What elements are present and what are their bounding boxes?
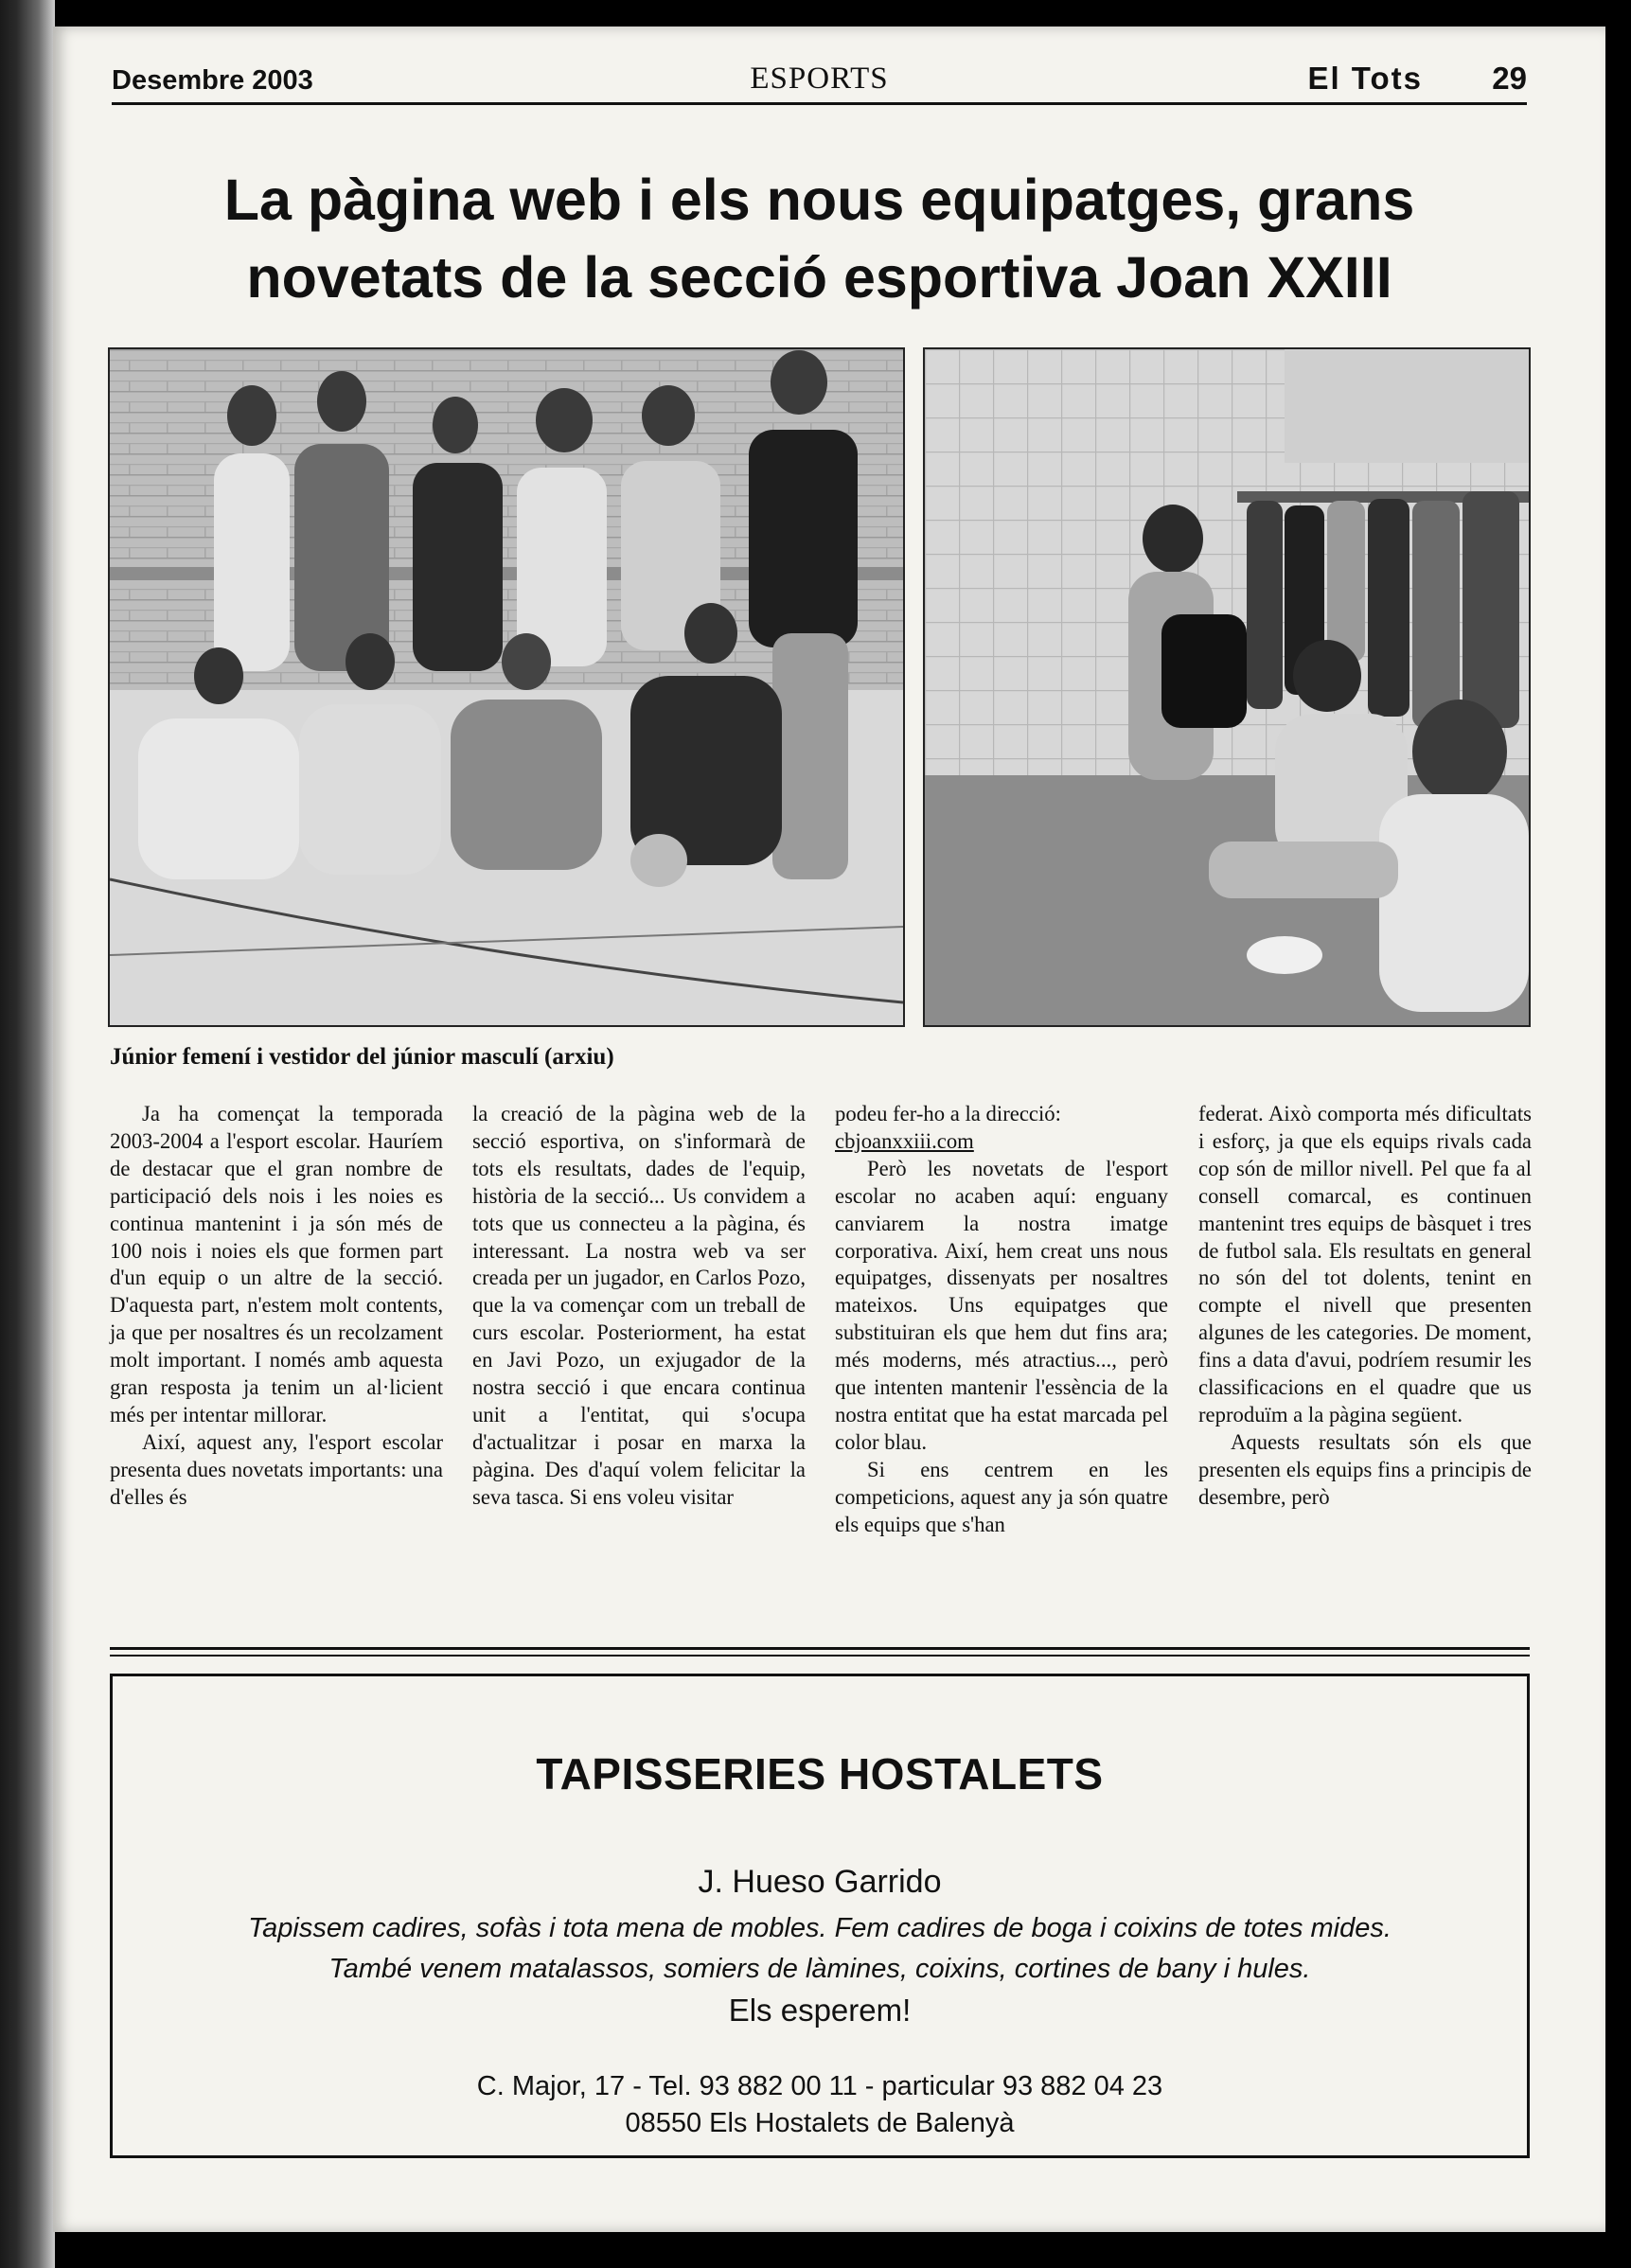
ad-description: Tapissem cadires, sofàs i tota mena de mobles. Fem cadires de boga i coixins de totes mides. bbox=[248, 1913, 1392, 1943]
ad-title: TAPISSERIES HOSTALETS bbox=[536, 1749, 1104, 1798]
team-photo-illustration bbox=[110, 349, 903, 1025]
paragraph: Ja ha començat la temporada 2003-2004 a l'esport escolar. Hauríem de destacar que el gran nombre de participació dels nois i les noies es continua mantenint i ja són més de 100 nois i noies els que formen part d'un equip o un altre de la secció. D'aquesta part, n'estem molt contents, ja que per nosaltres és un recolzament molt important. I només amb aquesta gran resposta ja tenim un al·licient més per intentar millorar. bbox=[110, 1102, 443, 1426]
article-body bbox=[110, 1101, 1530, 1631]
paragraph: Però les novetats de l'esport escolar no acaben aquí: enguany canviarem la nostra imatge corporativa. Així, hem creat uns nous equipatges, dissenyats per nosaltres mateixos. Uns equipatges que substituiran els que hem dut fins ara; més moderns, més atractius..., però que intenten mantenir l'essència de la nostra entitat que ha estat marcada pel color blau. bbox=[835, 1156, 1168, 1454]
photo-junior-femeni bbox=[108, 347, 905, 1027]
ad-slogan: Els esperem! bbox=[728, 1993, 912, 2028]
divider-rule bbox=[110, 1655, 1530, 1657]
paragraph bbox=[835, 1101, 1168, 1156]
article-column-3 bbox=[835, 1101, 1168, 1539]
paragraph: Si ens centrem en les competicions, aquest any ja són quatre els equips que s'han bbox=[835, 1457, 1168, 1536]
paragraph: federat. Això comporta més dificultats i esforç, ja que els equips rivals cada cop són de millor nivell. Pel que fa al consell comarcal, es continuen mantenint tres equips de bàsquet i tres de futbol sala. Els resultats en general no són del tot dolents, tenint en compte el nivell que presenten algunes de les categories. De moment, fins a data d'avui, podríem resumir les classificacions en el quadre que us reproduïm a la pàgina següent. bbox=[1198, 1102, 1532, 1426]
ad-address: C. Major, 17 - Tel. 93 882 00 11 - particular 93 882 04 23 bbox=[476, 2071, 1163, 2101]
paragraph: la creació de la pàgina web de la secció esportiva, on s'informarà de tots els resultats, dades de l'equip, història de la secció... Us convidem a tots que us connecteu a la pàgina, és interessant. La nostra web va ser creada per un jugador, en Carlos Pozo, que la va començar com un treball de curs escolar. Posteriorment, ha estat en Javi Pozo, un exjugador de la nostra secció i que encara continua unit a l'entitat, qui s'ocupa d'actualitzar i posar en marxa la pàgina. Des d'aquí volem felicitar la seva tasca. Si ens voleu visitar bbox=[472, 1102, 806, 1509]
photo-caption: Júnior femení i vestidor del júnior masculí (arxiu) bbox=[110, 1044, 614, 1070]
advertisement-box bbox=[110, 1674, 1530, 2158]
issue-date: Desembre 2003 bbox=[112, 65, 313, 96]
headline-line-2: novetats de la secció esportiva Joan XXIII bbox=[246, 245, 1392, 310]
website-link[interactable]: cbjoanxxiii.com bbox=[835, 1128, 974, 1153]
paragraph-text: podeu fer-ho a la direcció: bbox=[835, 1102, 1061, 1125]
ad-description: També venem matalassos, somiers de làmines, coixins, cortines de bany i hules. bbox=[328, 1954, 1311, 1984]
article-column-4 bbox=[1198, 1101, 1532, 1512]
article-column-1 bbox=[110, 1101, 443, 1512]
article-headline bbox=[112, 161, 1527, 316]
headline-line-1: La pàgina web i els nous equipatges, grans bbox=[223, 168, 1415, 232]
ad-city: 08550 Els Hostalets de Balenyà bbox=[625, 2108, 1015, 2138]
section-name: ESPORTS bbox=[750, 62, 889, 96]
page-header bbox=[112, 53, 1527, 105]
paragraph: Aquests resultats són els que presenten els equips fins a principis de desembre, però bbox=[1198, 1429, 1532, 1509]
paragraph: Així, aquest any, l'esport escolar presenta dues novetats importants: una d'elles és bbox=[110, 1429, 443, 1509]
publication-name: El Tots bbox=[1307, 61, 1423, 96]
photo-vestidor-junior-masculi bbox=[923, 347, 1531, 1027]
divider-rule bbox=[110, 1647, 1530, 1650]
scan-edge bbox=[0, 0, 55, 2268]
article-column-2 bbox=[472, 1101, 806, 1512]
page-number: 29 bbox=[1492, 61, 1527, 96]
ad-owner: J. Hueso Garrido bbox=[698, 1864, 942, 1900]
changing-room-illustration bbox=[925, 349, 1529, 1025]
